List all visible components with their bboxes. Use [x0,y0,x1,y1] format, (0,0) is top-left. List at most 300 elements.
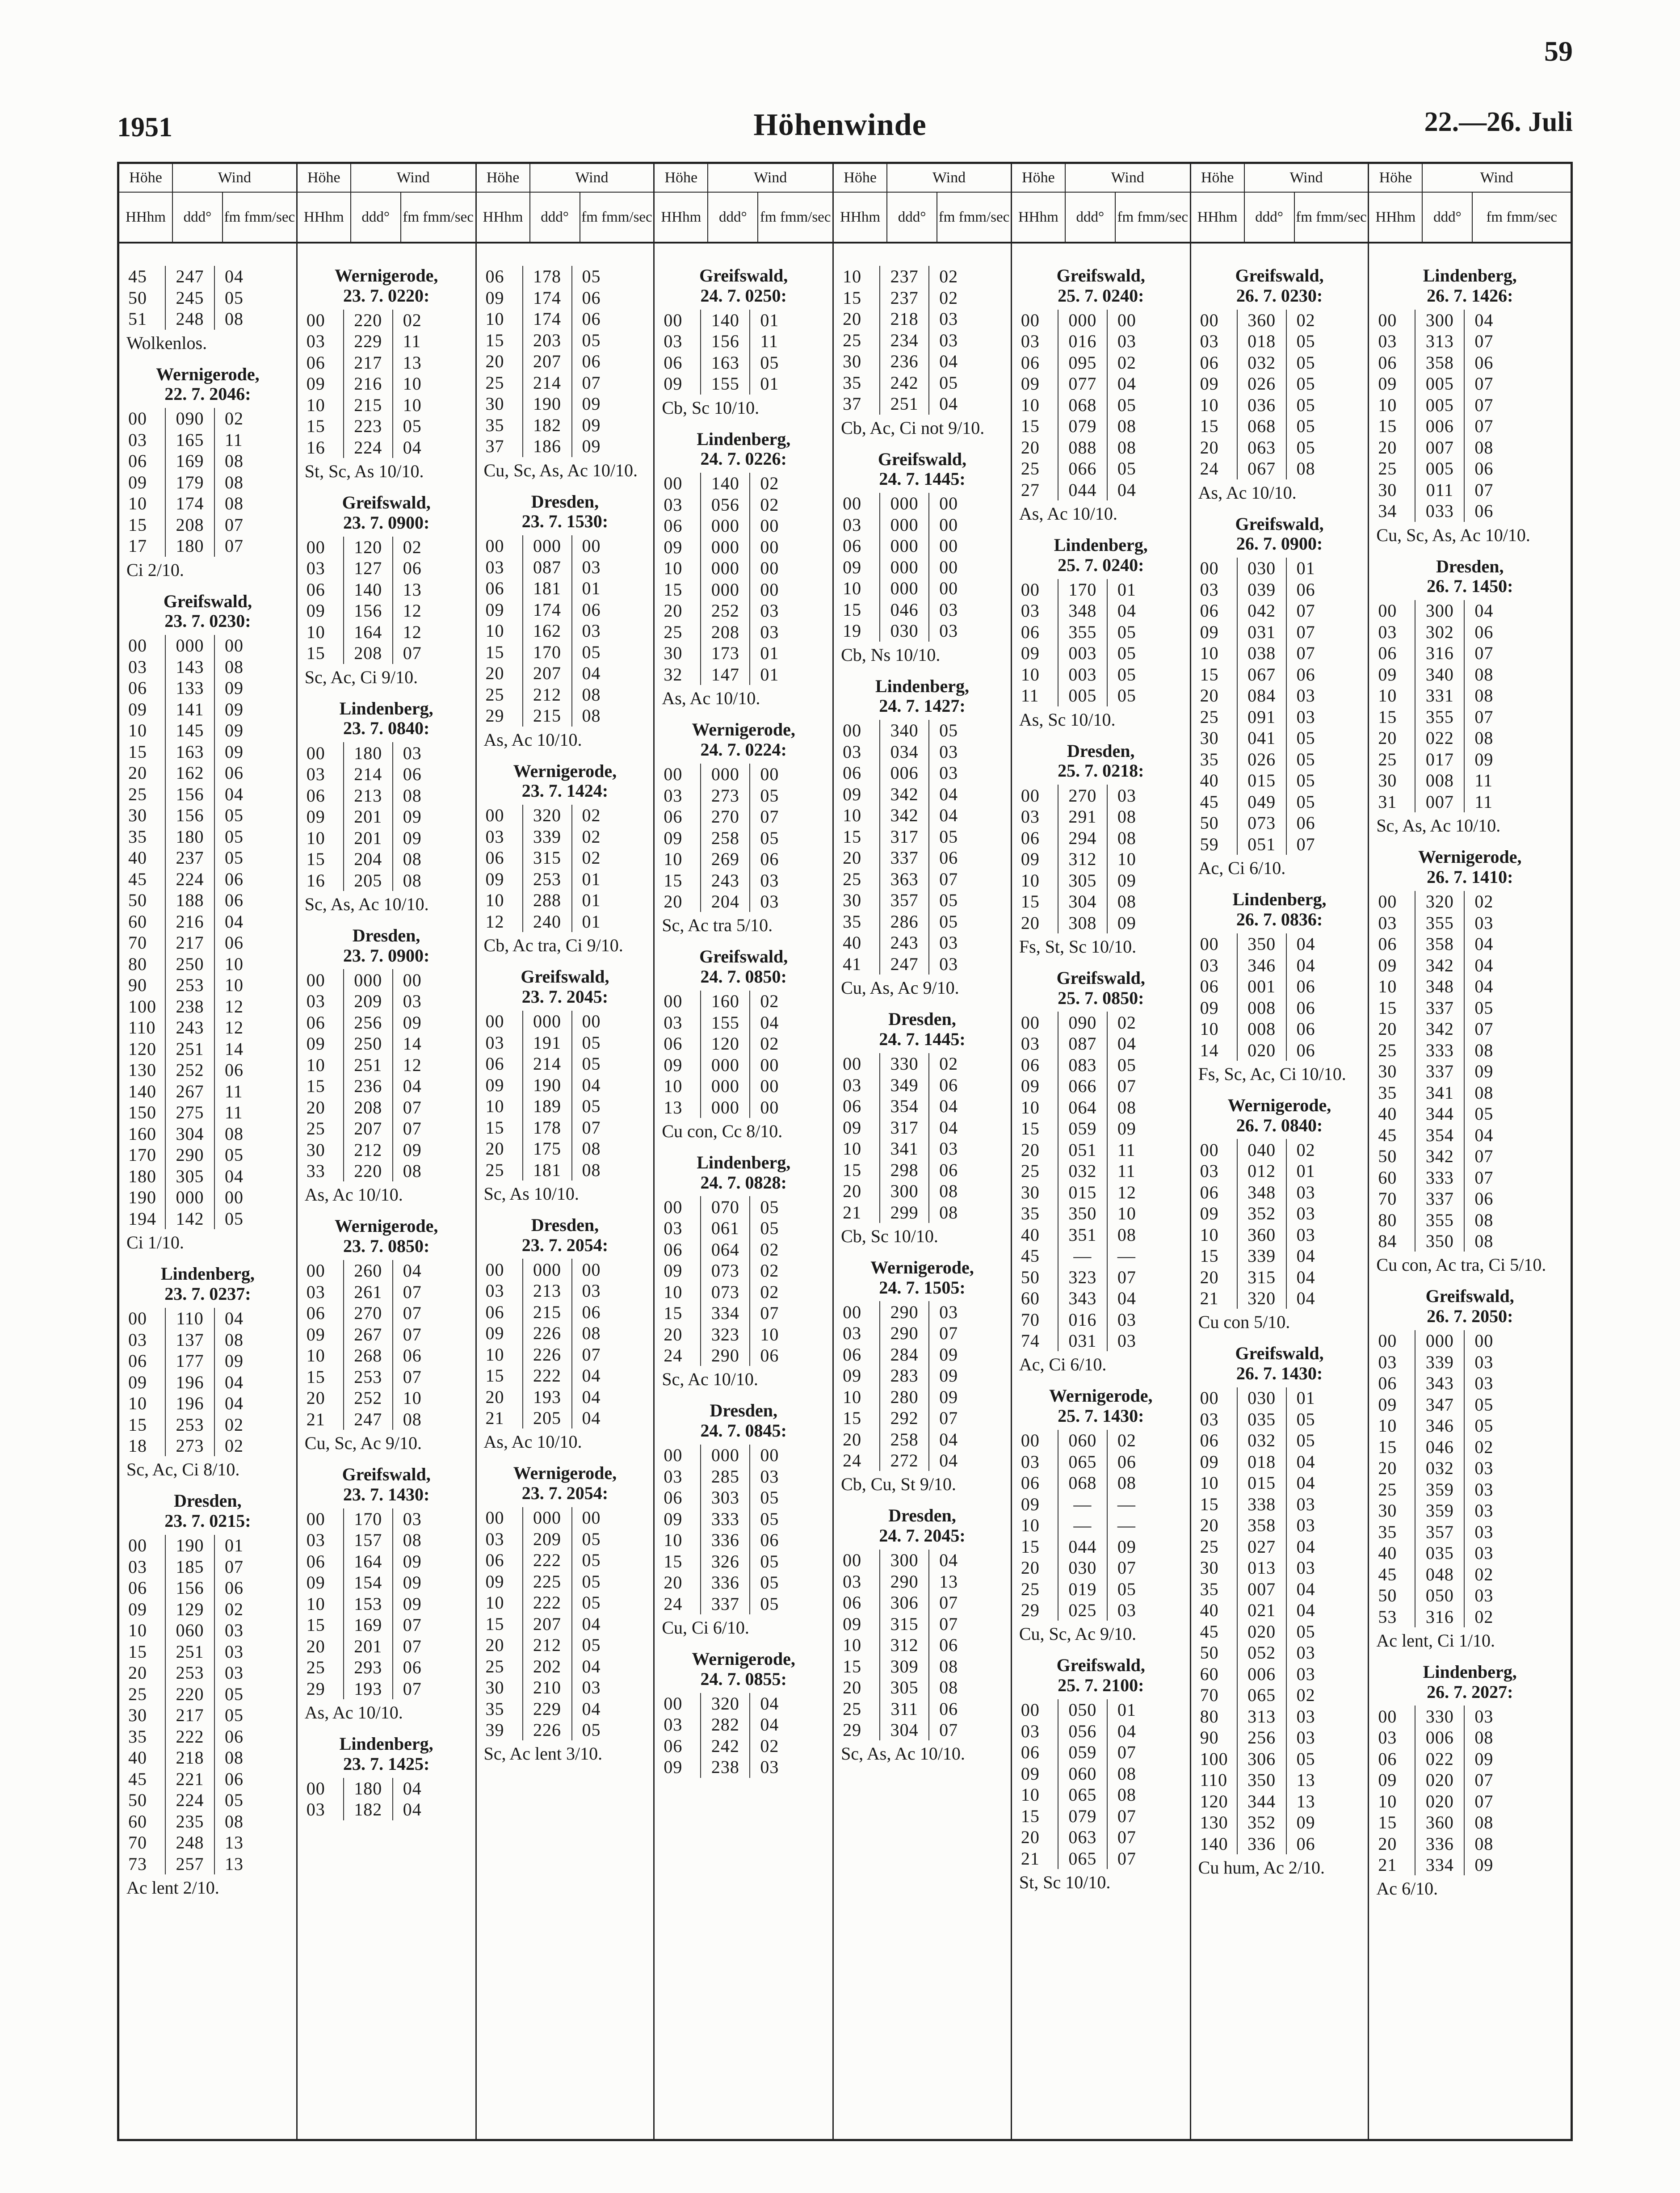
direction-value: 201 [343,806,393,828]
header-hoehe: Höhe [298,164,351,192]
height-value: 06 [843,763,862,783]
table-row [1191,1748,1368,1769]
data-rows [477,805,654,932]
speed-value: 08 [1474,1833,1494,1854]
height-value: 18 [128,1436,147,1456]
table-row [119,975,296,996]
station-name: Greifswald, [342,492,431,513]
direction-value: 006 [879,762,929,784]
table-row [834,1138,1011,1160]
table-row [1191,1685,1368,1706]
table-row [119,741,296,763]
speed-value: 04 [582,1656,601,1676]
direction-value: 061 [700,1218,750,1239]
direction-value: 355 [1058,622,1108,643]
header-row-units [834,193,1011,242]
cloud-note: Sc, As, Ac 10/10. [841,1743,965,1764]
station-name: Lindenberg, [1423,1661,1517,1682]
height-value: 06 [664,516,683,536]
direction-value: 303 [700,1487,750,1508]
table-row [1012,1472,1190,1494]
table-row [298,1096,475,1118]
table-row [655,664,832,685]
table-column [655,164,834,2139]
direction-value: 031 [1237,622,1287,643]
data-rows [477,1259,654,1428]
direction-value: 235 [165,1811,215,1832]
station-name: Lindenberg, [160,1264,255,1284]
table-row [834,1365,1011,1386]
table-row [834,266,1011,287]
table-row [834,932,1011,954]
speed-value: 05 [225,1790,244,1811]
speed-value: 04 [582,663,601,684]
speed-value: 03 [1474,1479,1494,1500]
cloud-note: Cb, Ac, Ci not 9/10. [841,417,985,438]
observation-time: 23. 7. 2054: [521,1235,609,1255]
speed-value: 08 [582,1139,601,1159]
data-rows [655,764,832,912]
cloud-note: Sc, Ac, Ci 9/10. [304,667,418,687]
speed-value: 06 [1296,1833,1315,1854]
table-row [1191,458,1368,479]
height-value: 20 [843,1181,862,1202]
speed-value: 05 [760,1572,779,1593]
cloud-note: Sc, Ac 10/10. [662,1369,758,1390]
height-value: 10 [485,1592,504,1613]
speed-value: 09 [225,699,244,719]
height-value: 06 [1021,352,1040,373]
speed-value: 08 [1117,1785,1136,1805]
table-row [119,1790,296,1811]
table-row [1369,1231,1571,1252]
table-row [1012,827,1190,849]
direction-value: 222 [522,1550,572,1571]
speed-value: 13 [1296,1791,1315,1811]
height-value: 33 [306,1161,325,1181]
height-value: 09 [1200,1203,1219,1224]
speed-value: 02 [1296,1139,1315,1160]
direction-value: 000 [700,1096,750,1118]
speed-value: 05 [1117,1579,1136,1599]
height-value: 09 [485,1075,504,1095]
speed-value: 01 [760,643,779,664]
table-row [1012,1224,1190,1245]
speed-value: 06 [1474,1189,1494,1209]
height-value: 20 [843,1677,862,1698]
speed-value: 06 [582,309,601,329]
direction-value: 348 [1237,1181,1287,1203]
table-row [1012,479,1190,501]
cloud-note: Cu hum, Ac 2/10. [1198,1857,1325,1878]
table-row [298,1529,475,1551]
speed-value: 08 [1117,807,1136,827]
table-row [298,1387,475,1409]
speed-value: 04 [939,1429,958,1449]
speed-value: 07 [403,643,422,664]
direction-value: 260 [343,1260,393,1281]
speed-value: 08 [1474,1210,1494,1230]
observation-time: 26. 7. 1410: [1427,866,1513,887]
height-value: 29 [1021,1600,1040,1621]
height-value: 60 [1378,1167,1397,1188]
height-value: 00 [1021,1012,1040,1033]
speed-value: 03 [939,599,958,620]
direction-value: 320 [1237,1288,1287,1309]
table-row [1012,458,1190,479]
height-value: 03 [128,1329,147,1350]
header-fm-label: fm fm [1486,209,1523,225]
height-value: 30 [128,1705,147,1726]
header-row-top [119,164,296,193]
height-value: 15 [128,1414,147,1435]
speed-value: 07 [1474,1770,1494,1790]
height-value: 25 [1378,458,1397,479]
height-value: 03 [1378,622,1397,642]
table-column [1012,164,1191,2139]
height-value: 25 [485,1656,504,1676]
speed-value: 07 [403,1678,422,1699]
height-value: 06 [306,785,325,806]
station-block [1012,968,1190,1376]
cloud-note: Cu con, Cc 8/10. [662,1121,783,1141]
speed-value: 07 [1117,1558,1136,1578]
station-name: Wernigerode, [156,364,260,384]
station-name: Greifswald, [1235,265,1324,286]
height-value: 37 [843,394,862,414]
height-value: 00 [306,1260,325,1281]
direction-value: 059 [1058,1742,1108,1763]
height-value: 10 [306,1593,325,1614]
height-value: 30 [1378,1061,1397,1082]
table-row [1012,352,1190,374]
table-row [298,991,475,1012]
data-rows [298,742,475,891]
table-row [119,308,296,330]
observation-time: 26. 7. 0836: [1236,909,1323,929]
header-deg: ° [741,209,747,225]
height-value: 00 [843,720,862,741]
direction-value: 267 [165,1081,215,1102]
speed-value: 02 [760,991,779,1012]
table-row [1191,310,1368,331]
height-value: 20 [1200,1515,1219,1536]
height-value: 50 [128,287,147,308]
direction-value: 355 [1415,1209,1465,1231]
direction-value: 026 [1237,749,1287,770]
direction-value: 290 [165,1144,215,1166]
header-wind: Wind [575,169,609,186]
height-value: 15 [1200,416,1219,437]
speed-value: 10 [1117,1203,1136,1224]
table-row [655,1323,832,1345]
direction-value: 015 [1237,1472,1287,1494]
speed-value: 03 [225,1641,244,1662]
speed-value: 05 [939,911,958,932]
header-row-units [1191,193,1368,242]
table-row [655,579,832,601]
speed-value: 07 [225,514,244,535]
height-value: 25 [306,1118,325,1139]
table-row [834,1323,1011,1344]
table-row [1191,373,1368,395]
height-value: 10 [1378,395,1397,415]
table-row [1369,500,1571,522]
direction-value: 253 [165,1662,215,1684]
speed-value: 00 [760,764,779,785]
direction-value: 017 [1415,749,1465,770]
cloud-note: Ac lent, Ci 1/10. [1376,1630,1495,1651]
table-row [655,1572,832,1593]
direction-value: 238 [165,996,215,1017]
table-row [119,1038,296,1060]
station-name: Dresden, [352,925,420,945]
table-row [477,705,654,727]
speed-value: 02 [760,473,779,494]
table-row [655,1487,832,1508]
direction-value: 225 [522,1571,572,1592]
table-row [119,1371,296,1393]
column-header [1369,164,1571,244]
speed-value: 04 [225,911,244,932]
height-value: 06 [1200,1182,1219,1202]
direction-value: 236 [343,1075,393,1097]
cloud-note: Cu con 5/10. [1198,1312,1290,1332]
height-value: 35 [843,911,862,932]
height-value: 15 [843,826,862,847]
cloud-note: Cu, As, Ac 9/10. [841,978,959,998]
direction-value: 040 [1237,1139,1287,1160]
speed-value: 08 [225,493,244,514]
table-row [477,1159,654,1181]
column-body [298,244,475,2139]
direction-value: 000 [522,535,572,557]
table-row [119,1059,296,1081]
speed-value: 08 [225,656,244,677]
table-row [655,891,832,912]
speed-value: — [1117,1494,1136,1514]
height-value: 15 [1021,1118,1040,1139]
height-value: 09 [485,287,504,308]
speed-value: 09 [582,394,601,414]
height-value: 10 [485,621,504,641]
speed-value: 04 [1474,955,1494,975]
table-row [1191,643,1368,664]
speed-value: 09 [1474,1061,1494,1082]
station-block [119,592,296,1254]
direction-value: 237 [879,287,929,309]
station-block [655,1401,832,1638]
direction-value: 248 [165,308,215,330]
direction-value: 212 [522,684,572,706]
height-value: 21 [485,1408,504,1428]
table-row [834,869,1011,890]
direction-value: 290 [879,1571,929,1592]
speed-value: 04 [225,1372,244,1392]
cloud-note: Ac lent 2/10. [126,1877,219,1898]
height-value: 03 [1200,331,1219,352]
speed-value: 04 [582,1365,601,1386]
height-value: 60 [128,1811,147,1832]
direction-value: 208 [343,643,393,664]
direction-value: 305 [1058,870,1108,891]
speed-value: 03 [582,557,601,577]
header-ddd [708,193,758,242]
height-value: 06 [128,678,147,698]
table-row [1369,310,1571,331]
data-rows [655,473,832,685]
observation-time: 23. 7. 0900: [343,945,430,966]
direction-value: 033 [1415,500,1465,522]
direction-value: 300 [1415,310,1465,331]
height-value: 15 [843,599,862,620]
height-value: 15 [128,1641,147,1662]
speed-value: 07 [939,1720,958,1740]
direction-value: 308 [1058,912,1108,933]
height-value: 15 [664,1303,683,1323]
height-value: 16 [306,870,325,891]
speed-value: 02 [760,1033,779,1054]
height-value: 03 [485,1529,504,1549]
direction-value: 000 [700,537,750,558]
height-value: 20 [1378,1833,1397,1854]
table-row [834,535,1011,557]
direction-value: 355 [1415,912,1465,933]
speed-value: 08 [939,1181,958,1202]
direction-value: 147 [700,664,750,685]
direction-value: 348 [1415,976,1465,997]
height-value: 03 [128,429,147,450]
header-hh-hm [1191,193,1245,242]
cloud-note: St, Sc 10/10. [1019,1872,1111,1893]
table-row [655,827,832,849]
speed-value: 04 [582,1386,601,1407]
direction-value: 044 [1058,1536,1108,1557]
height-value: 190 [128,1187,156,1208]
speed-value: 04 [939,805,958,826]
height-value: 09 [128,1372,147,1392]
height-value: 60 [128,911,147,932]
height-value: 80 [128,954,147,974]
height-value: 51 [128,309,147,329]
height-value: 45 [1378,1125,1397,1145]
station-name: Lindenberg, [339,1734,433,1754]
speed-value: 08 [1117,1224,1136,1245]
height-value: 03 [1021,1721,1040,1741]
column-header [298,164,475,244]
table-row [477,911,654,933]
data-rows [834,493,1011,642]
table-row [1369,997,1571,1018]
observation-time: 25. 7. 0850: [1058,987,1144,1008]
speed-value: 05 [582,1720,601,1740]
data-rows [834,1053,1011,1223]
header-row-top [1012,164,1190,193]
header-ddd [1066,193,1116,242]
station-block [477,761,654,957]
height-value: 03 [664,1012,683,1033]
table-row [119,1556,296,1577]
speed-value: 04 [760,1714,779,1735]
height-value: 170 [128,1145,156,1165]
speed-value: 05 [1296,1430,1315,1451]
direction-value: 339 [1415,1351,1465,1373]
data-rows [119,1535,296,1874]
table-row [1191,685,1368,706]
direction-value: 214 [343,764,393,785]
direction-value: 342 [879,784,929,805]
speed-value: 07 [760,807,779,827]
table-row [477,1719,654,1741]
direction-value: 313 [1415,331,1465,352]
speed-value: 11 [403,331,421,352]
table-row [834,1407,1011,1429]
header-hoehe: Höhe [834,164,887,192]
direction-value: 320 [700,1693,750,1714]
direction-value: 160 [700,991,750,1012]
speed-value: 11 [1117,1139,1136,1160]
header-ddd [173,193,223,242]
speed-value: 09 [225,1351,244,1371]
table-row [119,1705,296,1726]
table-row [477,1032,654,1053]
table-row [1191,1408,1368,1430]
speed-value: 08 [1117,437,1136,458]
data-rows [298,1508,475,1700]
speed-value: 08 [1474,1727,1494,1748]
direction-value: 243 [165,1017,215,1038]
station-name: Greifswald, [1056,1655,1145,1676]
table-row [655,352,832,374]
table-row [298,1281,475,1302]
table-row [1369,791,1571,813]
table-row [1369,395,1571,416]
direction-value: 359 [1415,1479,1465,1500]
cloud-note: As, Ac 10/10. [1019,504,1117,524]
height-value: 15 [664,870,683,891]
height-value: 00 [128,408,147,429]
header-hoehe: Höhe [1012,164,1066,192]
speed-value: 09 [1474,1855,1494,1875]
direction-value: 350 [1058,1203,1108,1224]
table-row [1369,1790,1571,1812]
speed-value: 06 [582,287,601,308]
table-row [1012,331,1190,352]
header-fm-label: fm fm [581,209,618,225]
speed-value: 06 [1296,1019,1315,1039]
speed-value: 07 [403,1118,422,1139]
table-row [1012,785,1190,806]
observation-time: 23. 7. 1424: [521,781,609,801]
height-value: 73 [128,1853,147,1874]
table-row [1191,1769,1368,1791]
speed-value: 08 [1117,828,1136,848]
direction-value: 030 [1058,1557,1108,1579]
station-name: Wernigerode, [1227,1095,1331,1115]
direction-value: 127 [343,558,393,579]
header-deg: ° [206,209,212,225]
data-rows [1369,891,1571,1252]
direction-value: 334 [1415,1854,1465,1876]
direction-value: 205 [343,870,393,891]
cloud-note: Sc, Ac lent 3/10. [483,1743,603,1764]
direction-value: 342 [1415,1018,1465,1040]
height-value: 29 [306,1678,325,1699]
direction-value: 290 [879,1301,929,1323]
height-value: 60 [1200,1664,1219,1684]
direction-value: 026 [1237,373,1287,395]
speed-value: 03 [1296,1203,1315,1224]
